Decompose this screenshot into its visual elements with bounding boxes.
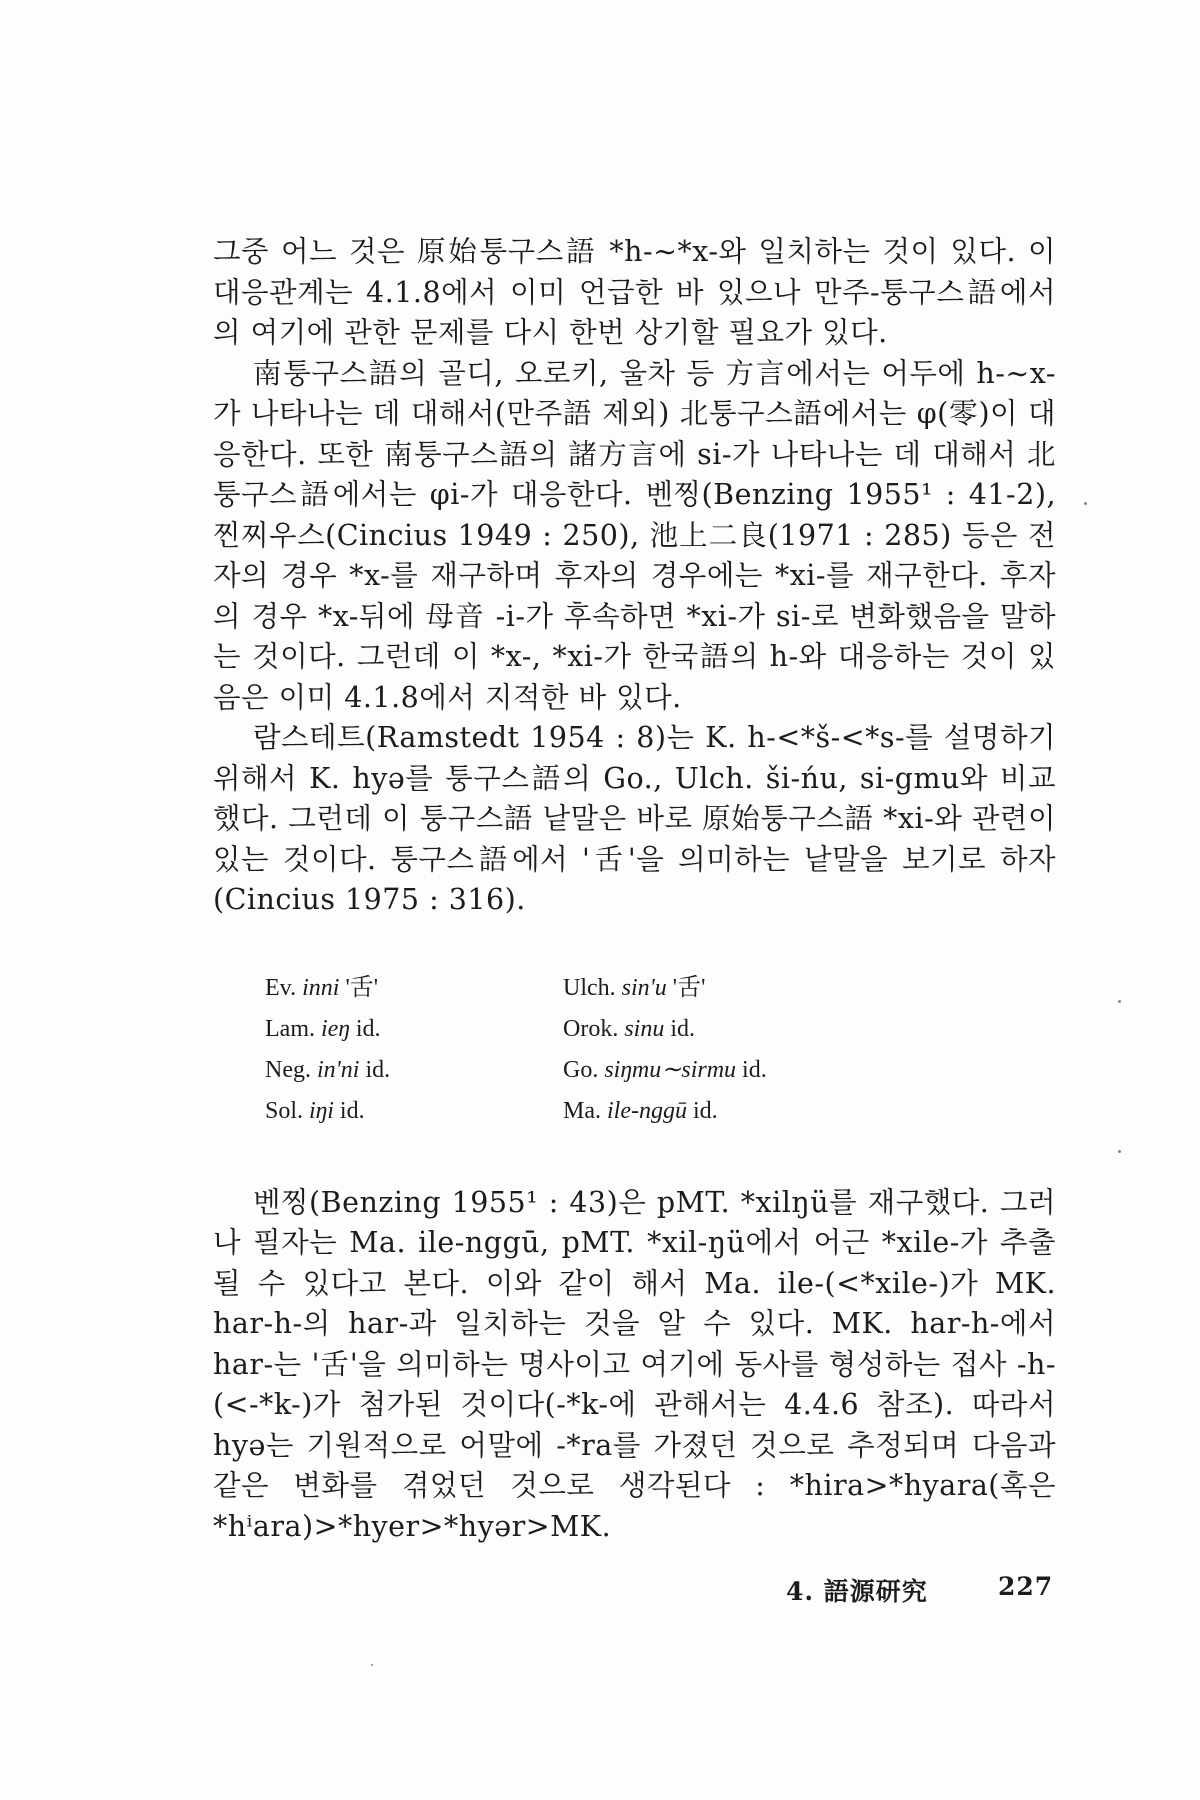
example-item	[265, 1092, 563, 1131]
example-item	[563, 1092, 983, 1131]
example-gloss: id.	[670, 1015, 696, 1042]
example-language: Ev.	[265, 974, 297, 1001]
example-form: sin'u	[621, 974, 667, 1001]
example-form: ile-nggū	[607, 1097, 687, 1124]
example-gloss: id.	[339, 1097, 365, 1124]
example-language: Go.	[563, 1056, 599, 1083]
example-language: Ma.	[563, 1097, 601, 1124]
running-head: 4. 語源研究	[786, 1577, 928, 1606]
paragraph-3: 람스테트(Ramstedt 1954 : 8)는 K. h-<*š-<*s-를 설명하기 위해서 K. hyə를 퉁구스語의 Go., Ulch. ši-ńu, si-gmu와 비교했다. 그런데 이 퉁구스語 낱말은 바로 原始퉁구스語 *xi-와 관련이 있는 것이다. 퉁구스語에서 '舌'을 의미하는 낱말을 보기로 하자(Cincius 1975 : 316).	[213, 721, 1057, 916]
paragraph-4: 벤찡(Benzing 1955¹ : 43)은 pMT. *xilŋü를 재구했다. 그러나 필자는 Ma. ile-nggū, pMT. *xil-ŋü에서 어근 *xile-가 추출될 수 있다고 본다. 이와 같이 해서 Ma. ile-(<*xile-)가 MK. har-h-의 har-과 일치하는 것을 알 수 있다. MK. har-h-에서 har-는 '舌'을 의미하는 명사이고 여기에 동사를 형성하는 접사 -h-(<-*k-)가 첨가된 것이다(-*k-에 관해서는 4.4.6 참조). 따라서 hyə는 기원적으로 어말에 -*ra를 가졌던 것으로 추정되며 다음과 같은 변화를 겪었던 것으로 생각된다 : *hira>*hyara(혹은 *hⁱara)>*hyer>*hyər>MK.	[213, 1185, 1056, 1543]
example-form: sinu	[624, 1015, 665, 1042]
example-gloss: id.	[692, 1097, 718, 1124]
example-gloss: '舌'	[345, 974, 379, 1001]
example-form: inni	[302, 974, 340, 1001]
example-gloss: id.	[355, 1015, 381, 1042]
example-form: ieŋ	[320, 1015, 350, 1042]
page-number: 227	[998, 1572, 1054, 1601]
example-language: Lam.	[265, 1015, 315, 1042]
paragraph-1: 그중 어느 것은 原始퉁구스語 *h-∼*x-와 일치하는 것이 있다. 이 대응관계는 4.1.8에서 이미 언급한 바 있으나 만주-퉁구스語에서의 여기에 관한 문제를 다시 한번 상기할 필요가 있다.	[213, 235, 1056, 349]
example-gloss: id.	[742, 1056, 767, 1083]
example-language: Neg.	[265, 1056, 311, 1083]
tongue-word-list	[265, 969, 1056, 1131]
example-gloss: '舌'	[672, 974, 706, 1001]
body-text	[213, 232, 1056, 1547]
example-gloss: id.	[365, 1056, 391, 1083]
example-language: Sol.	[265, 1097, 304, 1124]
example-item	[563, 1051, 983, 1090]
example-language: Orok.	[563, 1015, 619, 1042]
example-item	[265, 969, 563, 1008]
example-item	[563, 969, 983, 1008]
example-item	[563, 1010, 983, 1049]
example-item	[265, 1010, 563, 1049]
example-form: in'ni	[316, 1056, 360, 1083]
paragraph-2: 南퉁구스語의 골디, 오로키, 울차 등 方言에서는 어두에 h-∼x-가 나타나는 데 대해서(만주語 제외) 北퉁구스語에서는 φ(零)이 대응한다. 또한 南퉁구스語의 諸方言에 si-가 나타나는 데 대해서 北퉁구스語에서는 φi-가 대응한다. 벤찡(Benzing 1955¹ : 41-2), 찐찌우스(Cincius 1949 : 250), 池上二良(1971 : 285) 등은 전자의 경우 *x-를 재구하며 후자의 경우에는 *xi-를 재구한다. 후자의 경우 *x-뒤에 母音 -i-가 후속하면 *xi-가 si-로 변화했음을 말하는 것이다. 그런데 이 *x-, *xi-가 한국語의 h-와 대응하는 것이 있음은 이미 4.1.8에서 지적한 바 있다.	[213, 356, 1056, 714]
example-form: iŋi	[309, 1097, 334, 1124]
example-language: Ulch.	[563, 974, 616, 1001]
example-form: siŋmu∼sirmu	[604, 1056, 737, 1083]
example-item	[265, 1051, 563, 1090]
